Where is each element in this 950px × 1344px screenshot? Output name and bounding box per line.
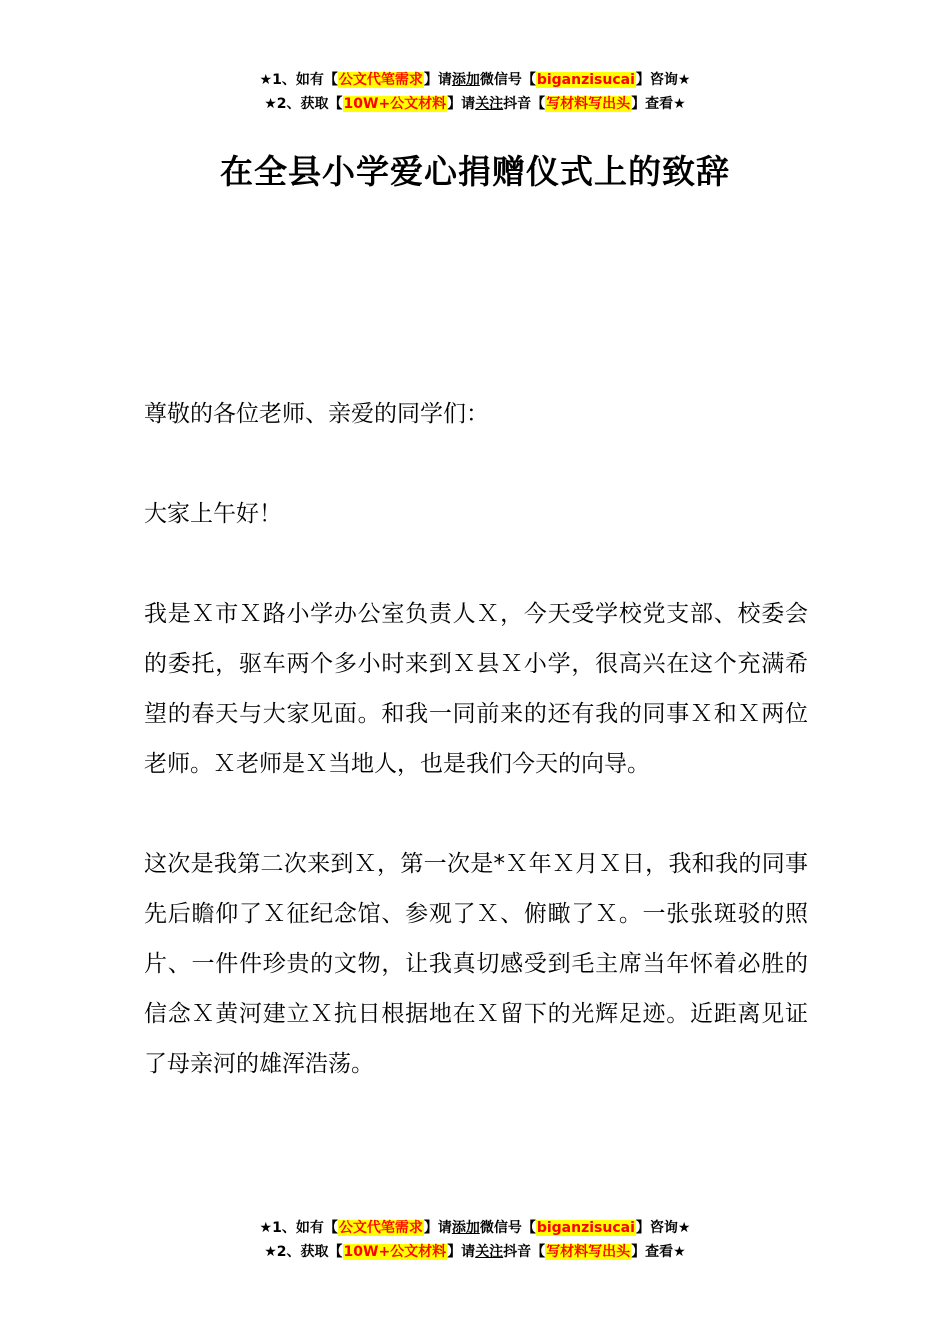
greeting: 大家上午好！ — [144, 501, 282, 527]
paragraph-second-visit: 这次是我第二次来到Ｘ，第一次是*Ｘ年Ｘ月Ｘ日，我和我的同事先后瞻仰了Ｘ征纪念馆、参观了Ｘ、俯瞰了Ｘ。一张张斑驳的照片、一件件珍贵的文物，让我真切感受到毛主席当年怀着必胜的信念Ｘ黄河建立Ｘ抗日根据地在Ｘ留下的光辉足迹。近距离见证了母亲河的雄浑浩荡。 — [144, 851, 808, 1077]
document-title: 在全县小学爱心捐赠仪式上的致辞 — [220, 152, 730, 191]
footer-line-2: ★2、获取【10W+公文材料】请关注抖音【写材料写出头】查看★ — [264, 1244, 686, 1260]
salutation: 尊敬的各位老师、亲爱的同学们： — [144, 401, 489, 427]
footer-line-1: ★1、如有【公文代笔需求】请添加微信号【biganzisucai】咨询★ — [259, 1220, 691, 1236]
highlight-douyin-id: 写材料写出头 — [546, 96, 631, 112]
paragraph-intro: 我是Ｘ市Ｘ路小学办公室负责人Ｘ，今天受学校党支部、校委会的委托，驱车两个多小时来到Ｘ县Ｘ小学，很高兴在这个充满希望的春天与大家见面。和我一同前来的还有我的同事Ｘ和Ｘ两位老师。Ｘ老师是Ｘ当地人，也是我们今天的向导。 — [144, 601, 808, 777]
highlight-douyin-id: 写材料写出头 — [546, 1244, 631, 1260]
highlight-wechat-id: biganzisucai — [536, 1220, 635, 1236]
banner-line-2: ★2、获取【10W+公文材料】请关注抖音【写材料写出头】查看★ — [264, 96, 686, 112]
highlight-wechat-id: biganzisucai — [536, 72, 635, 88]
highlight-service: 公文代笔需求 — [338, 1220, 423, 1236]
document-body — [144, 389, 808, 1139]
banner-line-1: ★1、如有【公文代笔需求】请添加微信号【biganzisucai】咨询★ — [259, 72, 691, 88]
highlight-materials: 10W+公文材料 — [343, 96, 447, 112]
footer-banner — [0, 1216, 950, 1264]
highlight-service: 公文代笔需求 — [338, 72, 423, 88]
highlight-materials: 10W+公文材料 — [343, 1244, 447, 1260]
header-banner — [0, 68, 950, 116]
